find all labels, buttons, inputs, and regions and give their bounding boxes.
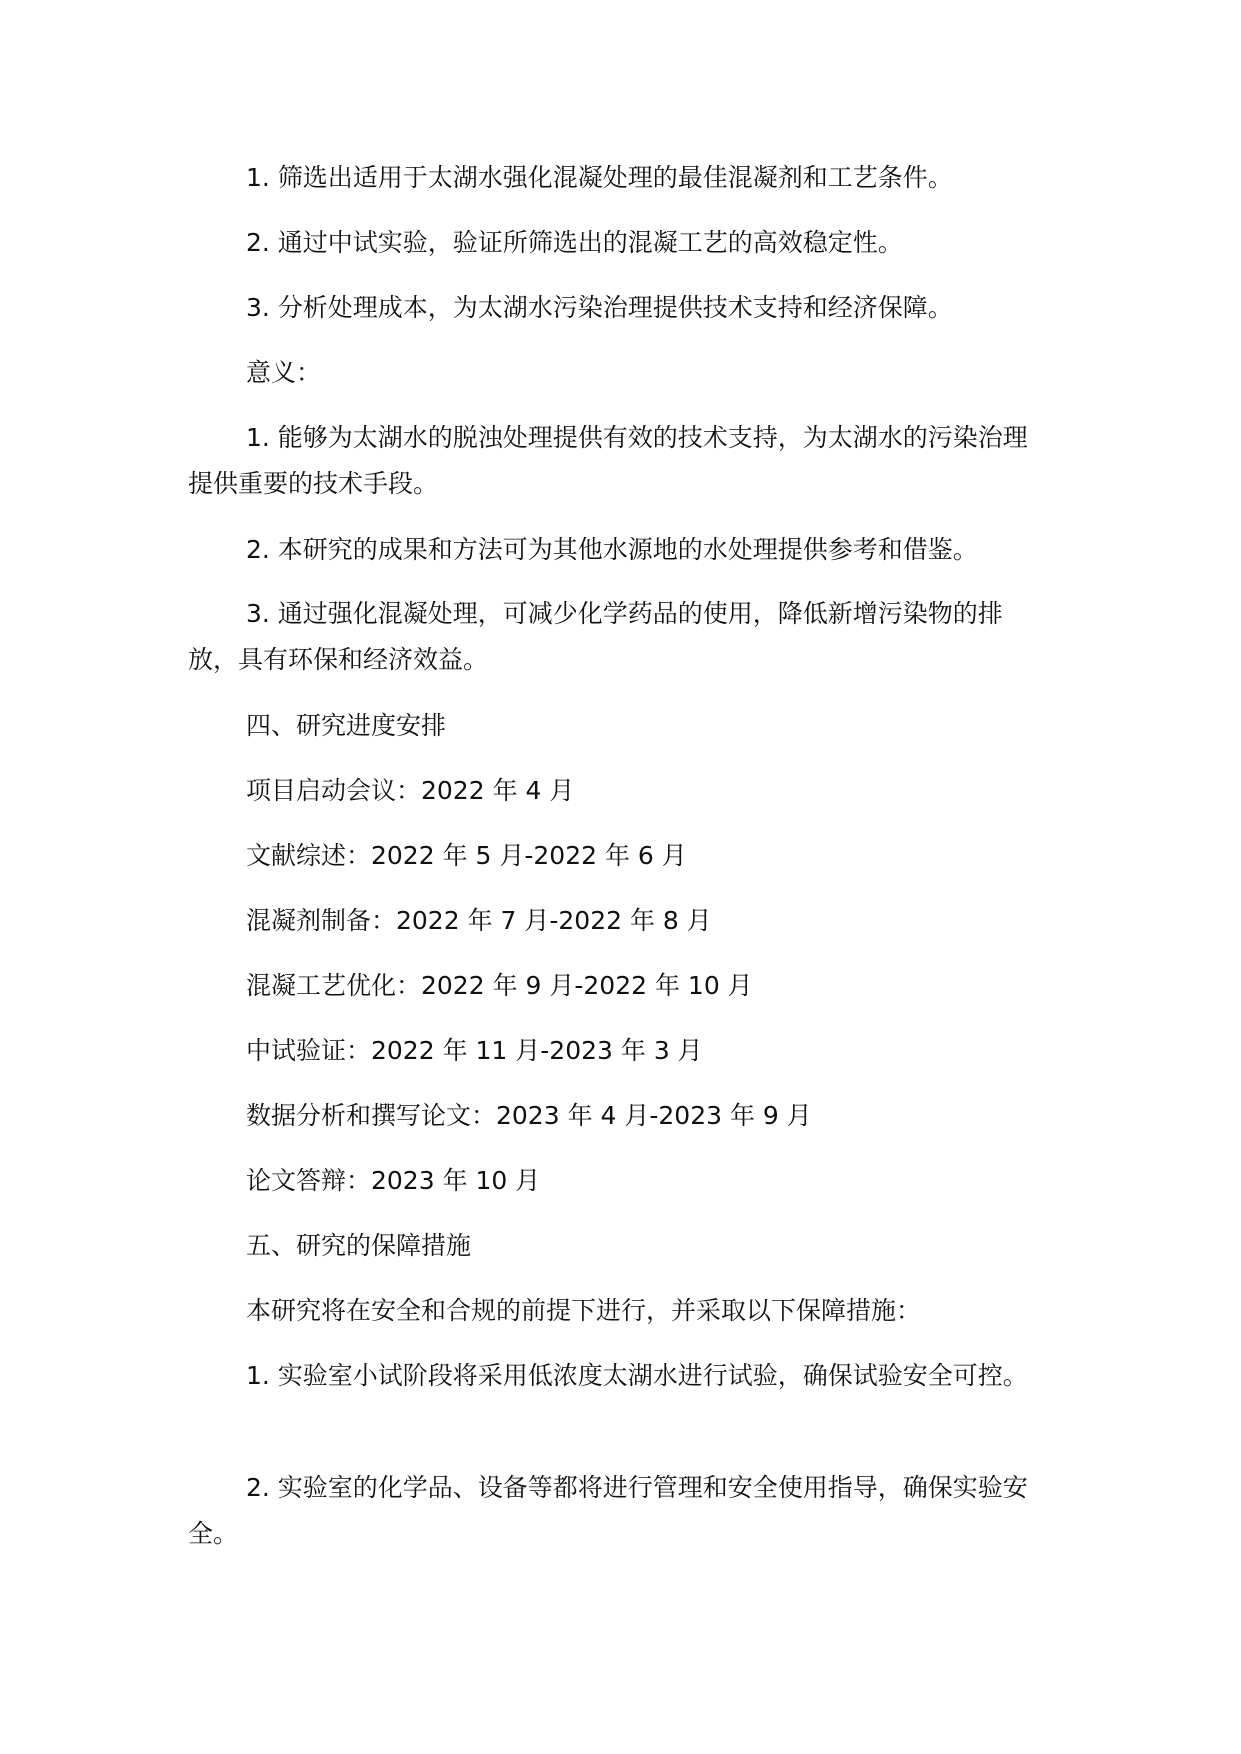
safeguard-item-2: 2. 实验室的化学品、设备等都将进行管理和安全使用指导，确保实验安全。: [188, 1473, 1028, 1548]
schedule-item-literature: 文献综述：2022 年 5 月-2022 年 6 月: [246, 841, 687, 870]
significance-item-3: 3. 通过强化混凝处理，可减少化学药品的使用，降低新增污染物的排放，具有环保和经济效益。: [188, 599, 1003, 674]
schedule-item-analysis: 数据分析和撰写论文：2023 年 4 月-2023 年 9 月: [246, 1101, 812, 1130]
objective-item-2: 2. 通过中试实验，验证所筛选出的混凝工艺的高效稳定性。: [246, 228, 903, 257]
significance-item-1: 1. 能够为太湖水的脱浊处理提供有效的技术支持，为太湖水的污染治理提供重要的技术手段。: [188, 423, 1028, 498]
significance-heading: 意义：: [246, 358, 322, 387]
schedule-item-pilot: 中试验证：2022 年 11 月-2023 年 3 月: [246, 1036, 703, 1065]
schedule-item-coagulant: 混凝剂制备：2022 年 7 月-2022 年 8 月: [246, 906, 712, 935]
schedule-item-defense: 论文答辩：2023 年 10 月: [246, 1166, 541, 1195]
significance-item-2: 2. 本研究的成果和方法可为其他水源地的水处理提供参考和借鉴。: [246, 535, 978, 564]
safeguard-item-1: 1. 实验室小试阶段将采用低浓度太湖水进行试验，确保试验安全可控。: [246, 1361, 1028, 1390]
objective-item-3: 3. 分析处理成本，为太湖水污染治理提供技术支持和经济保障。: [246, 293, 953, 322]
schedule-item-optimization: 混凝工艺优化：2022 年 9 月-2022 年 10 月: [246, 971, 753, 1000]
section-heading-schedule: 四、研究进度安排: [246, 711, 447, 740]
safeguards-intro: 本研究将在安全和合规的前提下进行，并采取以下保障措施：: [246, 1296, 922, 1325]
section-heading-safeguards: 五、研究的保障措施: [246, 1231, 472, 1260]
schedule-item-kickoff: 项目启动会议：2022 年 4 月: [246, 776, 575, 805]
objective-item-1: 1. 筛选出适用于太湖水强化混凝处理的最佳混凝剂和工艺条件。: [246, 163, 953, 192]
